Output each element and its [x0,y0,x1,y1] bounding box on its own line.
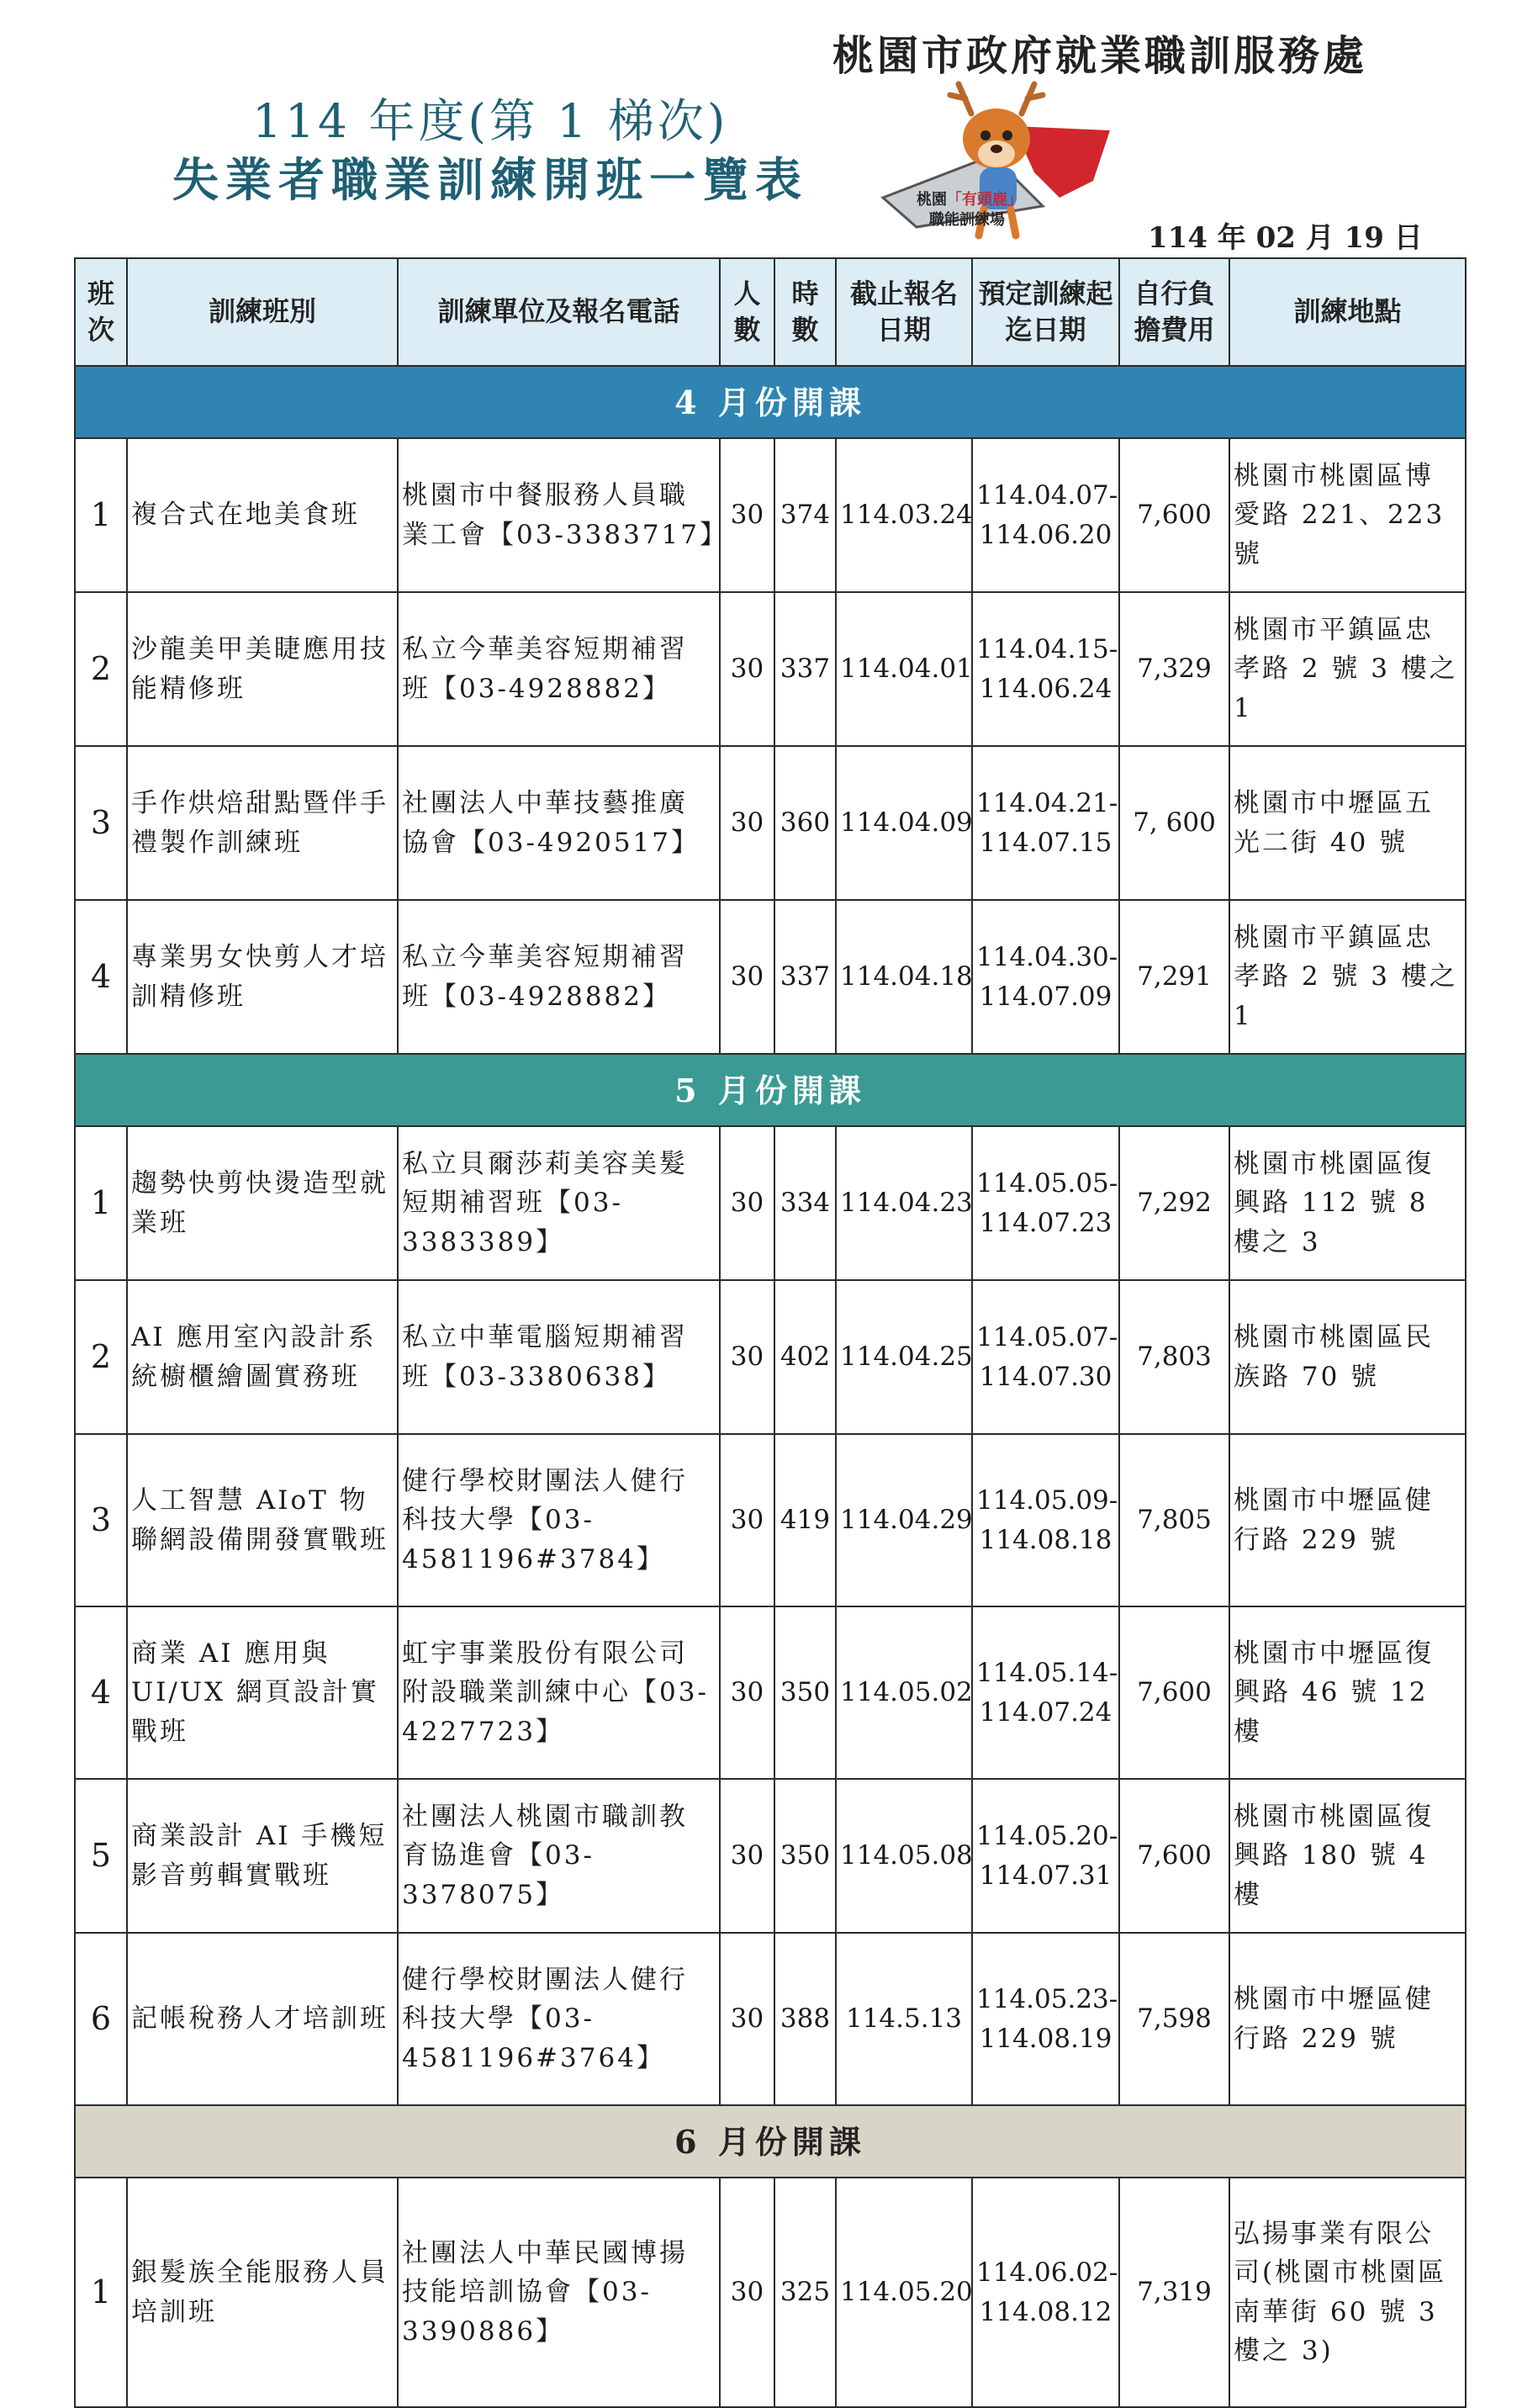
table-row [75,746,1466,900]
cell-training-period: 114.04.30-114.07.09 [972,900,1119,1054]
cell-training-period: 114.05.23-114.08.19 [972,1933,1119,2105]
cell-class-no: 2 [75,1280,127,1434]
logo-text-line-1: 桃園「有頭鹿」 [917,191,1023,209]
table-row [75,1434,1466,1606]
cell-deadline: 114.05.08 [836,1779,972,1933]
cell-training-period: 114.04.15-114.06.24 [972,592,1119,746]
cell-class-no: 4 [75,1606,127,1779]
table-header-row [75,258,1466,366]
cell-deadline: 114.5.13 [836,1933,972,2105]
cell-course-name: 手作烘焙甜點暨伴手禮製作訓練班 [127,746,398,900]
header-training-period: 預定訓練起迄日期 [972,258,1119,366]
cell-fee: 7,319 [1119,2178,1229,2407]
organization-name: 桃園市政府就業職訓服務處 [832,31,1368,80]
cell-fee: 7,292 [1119,1126,1229,1280]
cell-location: 桃園市平鎮區忠孝路 2 號 3 樓之 1 [1229,592,1466,746]
header-class-no: 班次 [75,258,127,366]
cell-class-no: 5 [75,1779,127,1933]
cell-unit-phone: 虹宇事業股份有限公司附設職業訓練中心【03-4227723】 [398,1606,720,1779]
header-capacity: 人數 [720,258,774,366]
cell-unit-phone: 私立貝爾莎莉美容美髮短期補習班【03-3383389】 [398,1126,720,1280]
cell-course-name: 人工智慧 AIoT 物聯網設備開發實戰班 [127,1434,398,1606]
cell-course-name: 記帳稅務人才培訓班 [127,1933,398,2105]
cell-location: 桃園市中壢區健行路 229 號 [1229,1434,1466,1606]
cell-course-name: 複合式在地美食班 [127,438,398,592]
cell-hours: 388 [774,1933,836,2105]
cell-unit-phone: 社團法人中華民國博揚技能培訓協會【03-3390886】 [398,2178,720,2407]
cell-unit-phone: 私立今華美容短期補習班【03-4928882】 [398,900,720,1054]
header-hours: 時數 [774,258,836,366]
cell-hours: 350 [774,1606,836,1779]
table-body [75,366,1466,2407]
cell-class-no: 2 [75,592,127,746]
header-deadline: 截止報名日期 [836,258,972,366]
section-label: 5 月份開課 [75,1054,1466,1126]
cell-training-period: 114.05.14-114.07.24 [972,1606,1119,1779]
cell-capacity: 30 [720,2178,774,2407]
cell-deadline: 114.04.25 [836,1280,972,1434]
cell-class-no: 1 [75,1126,127,1280]
section-may-row [75,1054,1466,1126]
cell-training-period: 114.05.05-114.07.23 [972,1126,1119,1280]
publish-date: 114 年 02 月 19 日 [1148,221,1423,255]
table-row [75,1280,1466,1434]
deer-mascot-logo [866,80,1135,248]
cell-class-no: 3 [75,746,127,900]
cell-fee: 7,329 [1119,592,1229,746]
cell-fee: 7,598 [1119,1933,1229,2105]
cell-course-name: 商業 AI 應用與 UI/UX 網頁設計實戰班 [127,1606,398,1779]
cell-location: 桃園市平鎮區忠孝路 2 號 3 樓之 1 [1229,900,1466,1054]
cell-fee: 7,600 [1119,1606,1229,1779]
title-line-1: 114 年度(第 1 梯次) [252,94,729,148]
cell-deadline: 114.05.02 [836,1606,972,1779]
cell-capacity: 30 [720,1933,774,2105]
cell-location: 桃園市桃園區復興路 180 號 4 樓 [1229,1779,1466,1933]
cell-unit-phone: 私立今華美容短期補習班【03-4928882】 [398,592,720,746]
cell-capacity: 30 [720,900,774,1054]
cell-fee: 7, 600 [1119,746,1229,900]
cell-unit-phone: 社團法人中華技藝推廣協會【03-4920517】 [398,746,720,900]
cell-location: 桃園市中壢區復興路 46 號 12 樓 [1229,1606,1466,1779]
cell-location: 桃園市桃園區復興路 112 號 8 樓之 3 [1229,1126,1466,1280]
table-row [75,438,1466,592]
cell-hours: 334 [774,1126,836,1280]
table-row [75,1779,1466,1933]
cell-class-no: 3 [75,1434,127,1606]
cell-fee: 7,600 [1119,1779,1229,1933]
cell-training-period: 114.05.09-114.08.18 [972,1434,1119,1606]
header-fee: 自行負擔費用 [1119,258,1229,366]
cell-fee: 7,805 [1119,1434,1229,1606]
section-april-row [75,366,1466,438]
cell-deadline: 114.04.18 [836,900,972,1054]
cell-course-name: 銀髮族全能服務人員培訓班 [127,2178,398,2407]
cell-hours: 374 [774,438,836,592]
cell-capacity: 30 [720,746,774,900]
cell-capacity: 30 [720,1434,774,1606]
table-row [75,1126,1466,1280]
cell-class-no: 6 [75,1933,127,2105]
section-label: 6 月份開課 [75,2105,1466,2178]
cell-training-period: 114.05.20-114.07.31 [972,1779,1119,1933]
cell-class-no: 4 [75,900,127,1054]
section-label: 4 月份開課 [75,366,1466,438]
header-location: 訓練地點 [1229,258,1466,366]
table-row [75,592,1466,746]
cell-deadline: 114.04.29 [836,1434,972,1606]
table-row [75,900,1466,1054]
cell-unit-phone: 社團法人桃園市職訓教育協進會【03-3378075】 [398,1779,720,1933]
cell-capacity: 30 [720,1280,774,1434]
section-june-row [75,2105,1466,2178]
cell-course-name: 專業男女快剪人才培訓精修班 [127,900,398,1054]
cell-course-name: 商業設計 AI 手機短影音剪輯實戰班 [127,1779,398,1933]
cell-fee: 7,291 [1119,900,1229,1054]
cell-course-name: 趨勢快剪快燙造型就業班 [127,1126,398,1280]
cell-capacity: 30 [720,1126,774,1280]
cell-fee: 7,600 [1119,438,1229,592]
cell-deadline: 114.03.24 [836,438,972,592]
cell-class-no: 1 [75,438,127,592]
cell-hours: 419 [774,1434,836,1606]
cell-hours: 337 [774,592,836,746]
cell-class-no: 1 [75,2178,127,2407]
cell-hours: 402 [774,1280,836,1434]
cell-deadline: 114.04.09 [836,746,972,900]
course-table [74,257,1467,2408]
cell-course-name: 沙龍美甲美睫應用技能精修班 [127,592,398,746]
cell-deadline: 114.04.01 [836,592,972,746]
header-unit-phone: 訓練單位及報名電話 [398,258,720,366]
cell-unit-phone: 私立中華電腦短期補習班【03-3380638】 [398,1280,720,1434]
cell-deadline: 114.05.20 [836,2178,972,2407]
logo-text-line-2: 職能訓練場 [929,211,1005,229]
cell-capacity: 30 [720,1606,774,1779]
cell-hours: 350 [774,1779,836,1933]
cell-location: 桃園市中壢區健行路 229 號 [1229,1933,1466,2105]
cell-location: 桃園市桃園區博愛路 221、223 號 [1229,438,1466,592]
cell-training-period: 114.06.02-114.08.12 [972,2178,1119,2407]
cell-capacity: 30 [720,592,774,746]
cell-hours: 325 [774,2178,836,2407]
cell-capacity: 30 [720,1779,774,1933]
header-course-name: 訓練班別 [127,258,398,366]
cell-fee: 7,803 [1119,1280,1229,1434]
cell-unit-phone: 健行學校財團法人健行科技大學【03-4581196#3764】 [398,1933,720,2105]
cell-hours: 360 [774,746,836,900]
cell-hours: 337 [774,900,836,1054]
cell-course-name: AI 應用室內設計系統櫥櫃繪圖實務班 [127,1280,398,1434]
table-row [75,1606,1466,1779]
title-line-2: 失業者職業訓練開班一覽表 [172,152,809,207]
cell-unit-phone: 桃園市中餐服務人員職業工會【03-3383717】 [398,438,720,592]
cell-deadline: 114.04.23 [836,1126,972,1280]
table-row [75,2178,1466,2407]
table-row [75,1933,1466,2105]
cell-capacity: 30 [720,438,774,592]
cell-location: 桃園市桃園區民族路 70 號 [1229,1280,1466,1434]
cell-unit-phone: 健行學校財團法人健行科技大學【03-4581196#3784】 [398,1434,720,1606]
cell-location: 弘揚事業有限公司(桃園市桃園區南華街 60 號 3 樓之 3) [1229,2178,1466,2407]
cell-training-period: 114.04.07-114.06.20 [972,438,1119,592]
cell-location: 桃園市中壢區五光二街 40 號 [1229,746,1466,900]
cell-training-period: 114.05.07-114.07.30 [972,1280,1119,1434]
cell-training-period: 114.04.21-114.07.15 [972,746,1119,900]
